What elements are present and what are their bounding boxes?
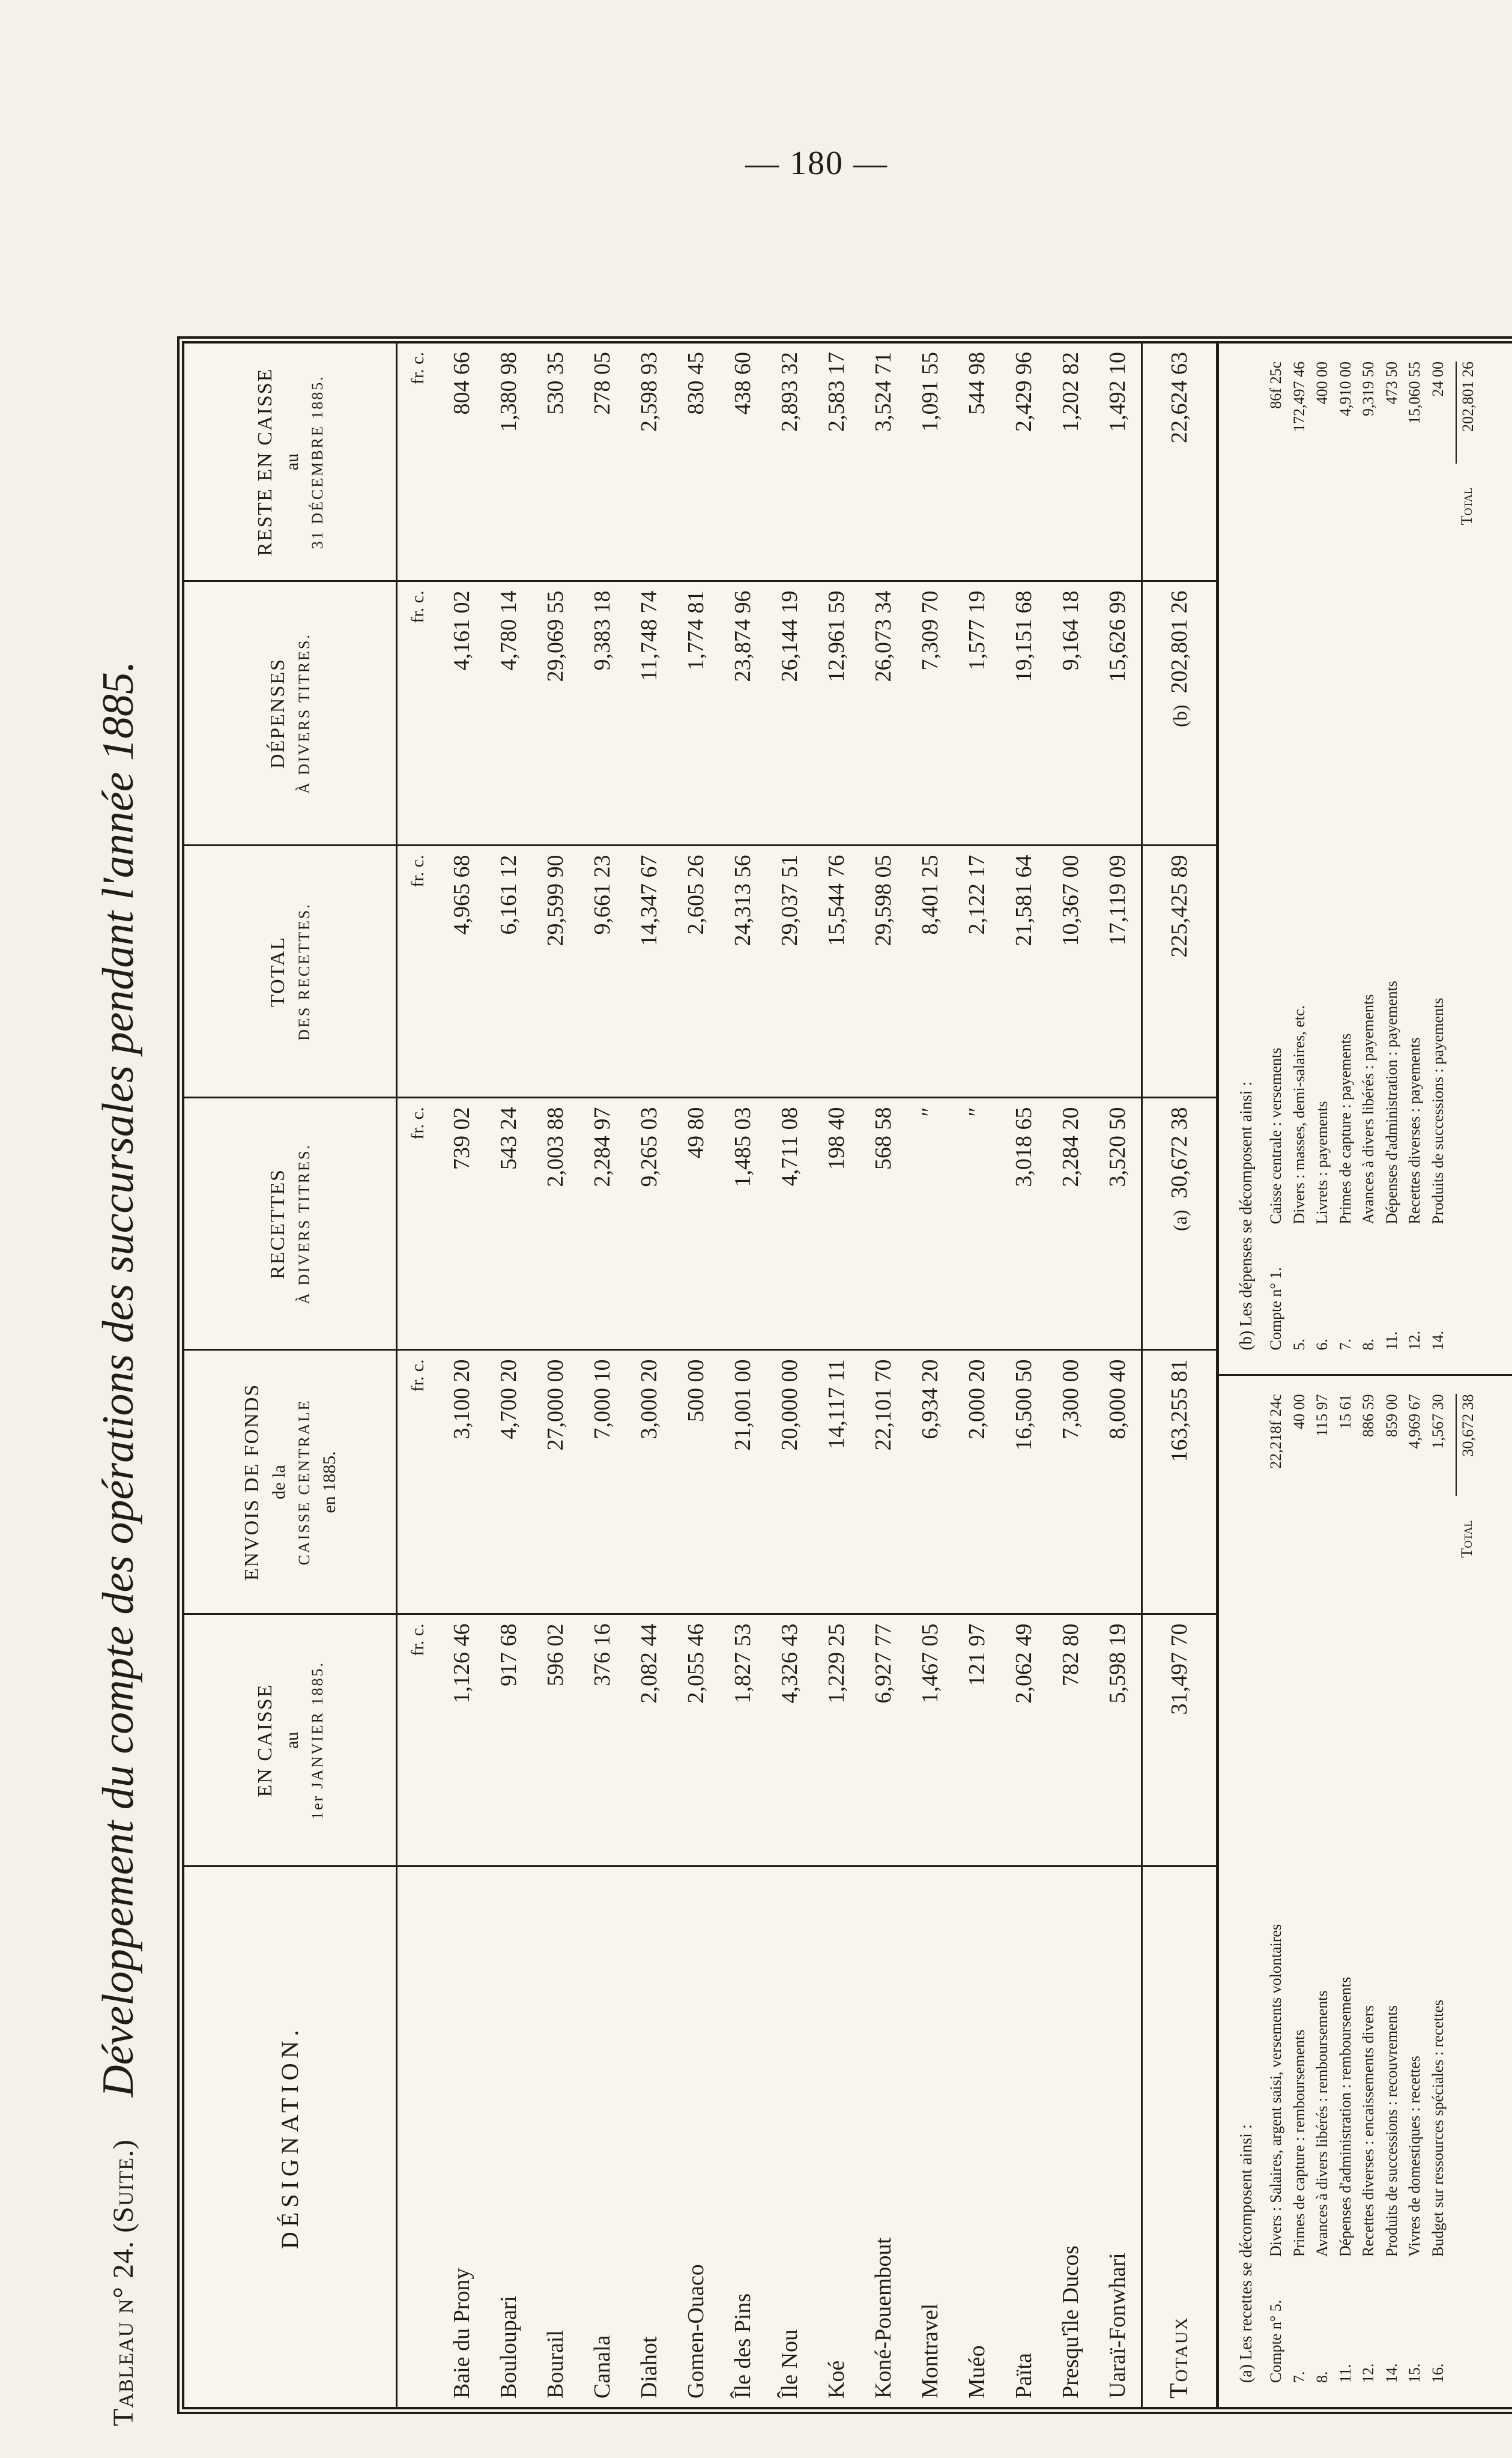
table-row: Muéo 121 97 2,000 20 ″ 2,122 17 1,577 19 544 98 [954,344,1000,2407]
footnote-line: 6. Livrets : payements 400 00 [1313,362,1331,1351]
footnote-line: Compte n° 1. Caisse centrale : versements 86f 25c [1267,362,1285,1351]
footnote-line: 7. Primes de capture : payements 4,910 00 [1336,362,1354,1351]
footnote-recettes: (a) Les recettes se décomposent ainsi : Compte n° 5. Divers : Salaires, argent saisi, versements volontaires 22,218f 24c 7. Primes de capture : remboursements 40 00 8. Avances à divers libérés : remboursements 115 97 11. Dépenses d'administration : remboursements 15 61 12. Recettes diverses : encaissements divers 886 59 14. Produits de successions : recouvrements 859 00 15. Vivres de domestiques : recettes 4,969 67 16. Budget sur ressources spéciales : recettes 1,567 30 Total 30,672 38 [1219,1375,1512,2408]
totals-row [1142,344,1217,2407]
footnote-line: 7. Primes de capture : remboursements 40 00 [1290,1394,1308,2383]
table-row: Païta 2,062 49 16,500 50 3,018 65 21,581 64 19,151 68 2,429 96 [1000,344,1047,2407]
table-row: Montravel 1,467 05 6,934 20 ″ 8,401 25 7,309 70 1,091 55 [907,344,954,2407]
footnote-line: 8. Avances à divers libérés : remboursements 115 97 [1313,1394,1331,2383]
table-title: Développement du compte des opérations des succursales pendant l'année 1885. [94,661,143,2097]
table-heading [93,661,141,2426]
footnote-total: Total 30,672 38 [1456,1394,1480,2384]
footnote-line: 15. Vivres de domestiques : recettes 4,969 67 [1406,1394,1424,2383]
footnote-depenses: (b) Les dépenses se décomposent ainsi : Compte n° 1. Caisse centrale : versements 86f 25c 5. Divers : masses, demi-salaires, etc. 172,497 46 6. Livrets : payements 400 00 7. Primes de capture : payements 4,910 00 8. Avances à divers libérés : payements 9,319 50 11. Dépenses d'administration : payements 473 50 12. Recettes diverses : payements 15,060 55 14. Produits de successions : payements 24 00 Total 202,801 26 [1219,344,1512,1375]
header-envois: ENVOIS DE FONDS de la CAISSE CENTRALE en 1885. [184,1350,397,1614]
table-row: Île Nou 4,326 43 20,000 00 4,711 08 29,037 51 26,144 19 2,893 32 [766,344,813,2407]
page-number: — 180 — [745,145,888,182]
table-row: Koné-Pouembout 6,927 77 22,101 70 568 58 29,598 05 26,073 34 3,524 71 [860,344,907,2407]
header-en-caisse: EN CAISSE au 1er JANVIER 1885. [184,1614,397,1866]
totals-label: Totaux [1166,2316,1193,2399]
total-total: 225,425 89 [1142,846,1217,1098]
footnotes [1216,344,1512,2407]
footnote-total: Total 202,801 26 [1456,362,1480,1351]
total-en-caisse: 31,497 70 [1142,1614,1217,1866]
rotated-table-page [93,180,1512,2432]
table-label: Tableau n° 24. (Suite.) [107,2139,139,2426]
table-row: Koé 1,229 25 14,117 11 198 40 15,544 76 12,961 59 2,583 17 [813,344,860,2407]
footnote-line: 14. Produits de successions : recouvrements 859 00 [1382,1394,1400,2383]
footnote-line: 12. Recettes diverses : encaissements divers 886 59 [1359,1394,1377,2383]
table-row: Canala 376 16 7,000 10 2,284 97 9,661 23 9,383 18 278 05 [579,344,626,2407]
footnote-line: 8. Avances à divers libérés : payements 9,319 50 [1359,362,1377,1351]
table-row: Uaraï-Fonwhari 5,598 19 8,000 40 3,520 50 17,119 09 15,626 99 1,492 10 [1094,344,1142,2407]
footnote-line: 14. Produits de successions : payements 24 00 [1429,362,1447,1351]
table-row: Bourail 596 02 27,000 00 2,003 88 29,599 90 29,069 55 530 35 [532,344,579,2407]
table-row: Île des Pins 1,827 53 21,001 00 1,485 03 24,313 56 23,874 96 438 60 [719,344,766,2407]
table-row: Bouloupari 917 68 4,700 20 543 24 6,161 12 4,780 14 1,380 98 [485,344,532,2407]
footnote-line: 11. Dépenses d'administration : payements 473 50 [1382,362,1400,1351]
footnote-line: 11. Dépenses d'administration : remboursements 15 61 [1336,1394,1354,2383]
total-envois: 163,255 81 [1142,1350,1217,1614]
total-recettes: (a) 30,672 38 [1142,1098,1217,1350]
total-reste: 22,624 63 [1142,344,1217,581]
footnote-line: 12. Recettes diverses : payements 15,060 55 [1406,362,1424,1351]
table-row: Baie du Prony 1,126 46 3,100 20 739 02 4,965 68 4,161 02 804 66 [438,344,485,2407]
table-row: Gomen-Ouaco 2,055 46 500 00 49 80 2,605 26 1,774 81 830 45 [673,344,719,2407]
table-row: Presqu'île Ducos 782 80 7,300 00 2,284 20 10,367 00 9,164 18 1,202 82 [1047,344,1094,2407]
header-depenses: DÉPENSES À DIVERS TITRES. [184,581,397,846]
table-frame [177,336,1512,2414]
total-depenses: (b) 202,801 26 [1142,581,1217,846]
header-reste: RESTE EN CAISSE au 31 DÉCEMBRE 1885. [184,344,397,581]
header-recettes: RECETTES À DIVERS TITRES. [184,1098,397,1350]
footnote-line: 5. Divers : masses, demi-salaires, etc. 172,497 46 [1290,362,1308,1351]
operations-table [184,344,1216,2407]
unit-row: fr. c. fr. c. fr. c. fr. c. fr. c. fr. c. [397,344,439,2407]
header-total: TOTAL DES RECETTES. [184,846,397,1098]
footnote-line: 16. Budget sur ressources spéciales : recettes 1,567 30 [1429,1394,1447,2383]
table-row: Diahot 2,082 44 3,000 20 9,265 03 14,347 67 11,748 74 2,598 93 [626,344,673,2407]
footnote-line: Compte n° 5. Divers : Salaires, argent saisi, versements volontaires 22,218f 24c [1267,1394,1285,2383]
header-designation: DÉSIGNATION. [184,1866,397,2407]
